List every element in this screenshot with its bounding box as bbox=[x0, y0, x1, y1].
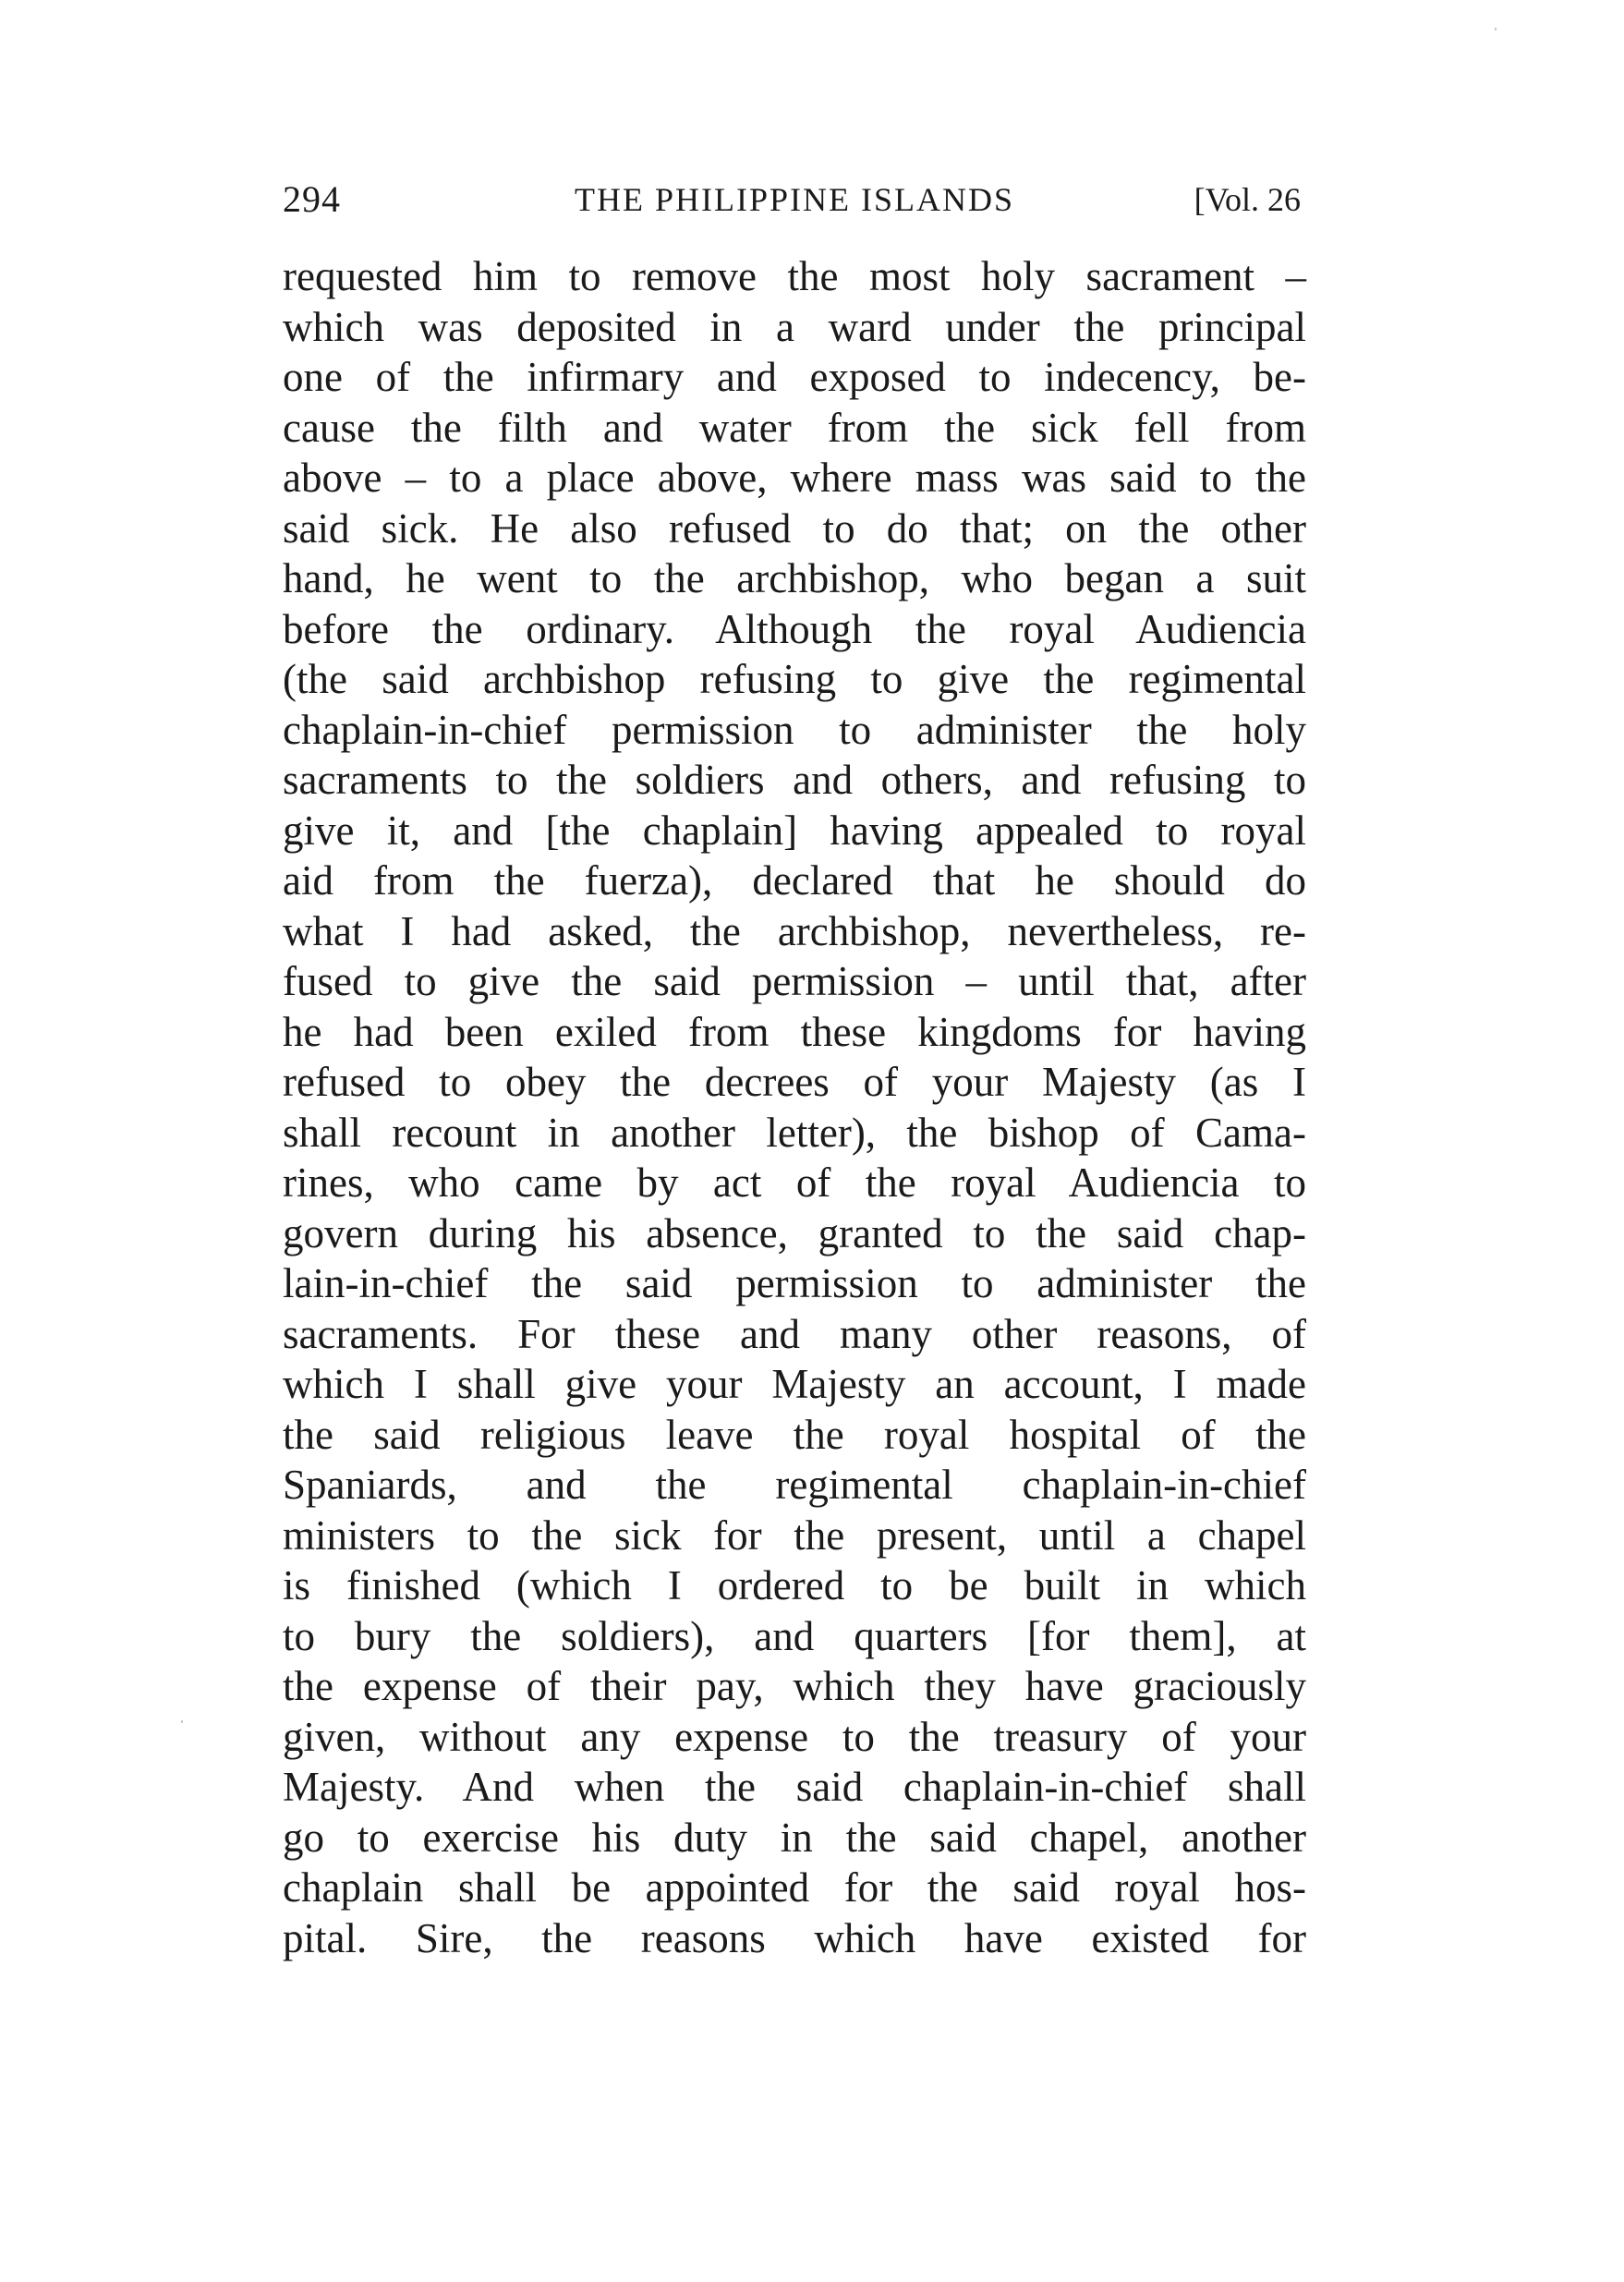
text-line: the said religious leave the royal hospital of the bbox=[283, 1411, 1306, 1458]
text-line: to bury the soldiers), and quarters [for them], at bbox=[283, 1612, 1306, 1659]
text-line: chaplain-in-chief permission to administer the holy bbox=[283, 706, 1306, 753]
scan-speck bbox=[1495, 28, 1497, 30]
running-head bbox=[283, 172, 1306, 227]
text-line: one of the infirmary and exposed to indecency, be- bbox=[283, 354, 1306, 400]
text-line: govern during his absence, granted to the said chap- bbox=[283, 1209, 1306, 1256]
text-line: lain-in-chief the said permission to administer the bbox=[283, 1260, 1306, 1306]
text-line: given, without any expense to the treasury of your bbox=[283, 1713, 1306, 1760]
text-line: give it, and [the chaplain] having appealed to royal bbox=[283, 807, 1306, 854]
text-line: which I shall give your Majesty an account, I made bbox=[283, 1361, 1306, 1407]
text-line: ministers to the sick for the present, until a chapel bbox=[283, 1511, 1306, 1559]
text-line: what I had asked, the archbishop, nevertheless, re- bbox=[283, 907, 1306, 954]
scan-speck bbox=[181, 1720, 183, 1723]
text-line: aid from the fuerza), declared that he should do bbox=[283, 857, 1306, 904]
text-line: chaplain shall be appointed for the said royal hos- bbox=[283, 1864, 1306, 1911]
text-line: sacraments to the soldiers and others, and refusing to bbox=[283, 757, 1306, 803]
text-line: he had been exiled from these kingdoms for having bbox=[283, 1008, 1306, 1055]
text-line: sacraments. For these and many other reasons, of bbox=[283, 1310, 1306, 1357]
text-line: go to exercise his duty in the said chapel, another bbox=[283, 1814, 1306, 1861]
text-line: above – to a place above, where mass was said to the bbox=[283, 455, 1306, 501]
text-line: requested him to remove the most holy sacrament – bbox=[283, 253, 1306, 299]
volume-reference: [Vol. 26 bbox=[1194, 181, 1301, 218]
text-line: (the said archbishop refusing to give the regimental bbox=[283, 656, 1306, 702]
text-line: is finished (which I ordered to be built in which bbox=[283, 1562, 1306, 1608]
text-line: pital. Sire, the reasons which have existed for bbox=[283, 1914, 1306, 1961]
text-line: rines, who came by act of the royal Audiencia to bbox=[283, 1159, 1306, 1206]
page-number: 294 bbox=[283, 178, 341, 220]
text-line: Spaniards, and the regimental chaplain-in-chief bbox=[283, 1462, 1306, 1508]
text-line: fused to give the said permission – until that, after bbox=[283, 958, 1306, 1004]
text-line: shall recount in another letter), the bishop of Cama- bbox=[283, 1109, 1306, 1156]
text-line: the expense of their pay, which they have graciously bbox=[283, 1663, 1306, 1709]
text-line: before the ordinary. Although the royal Audiencia bbox=[283, 605, 1306, 652]
text-line: which was deposited in a ward under the principal bbox=[283, 303, 1306, 350]
body-text bbox=[283, 251, 1306, 1963]
text-line: refused to obey the decrees of your Majesty (as I bbox=[283, 1059, 1306, 1105]
text-line: Majesty. And when the said chaplain-in-chief shall bbox=[283, 1764, 1306, 1810]
text-line: cause the filth and water from the sick fell from bbox=[283, 404, 1306, 451]
text-line: said sick. He also refused to do that; on the other bbox=[283, 504, 1306, 552]
running-title: THE PHILIPPINE ISLANDS bbox=[575, 181, 1014, 218]
text-line: hand, he went to the archbishop, who began a suit bbox=[283, 555, 1306, 601]
